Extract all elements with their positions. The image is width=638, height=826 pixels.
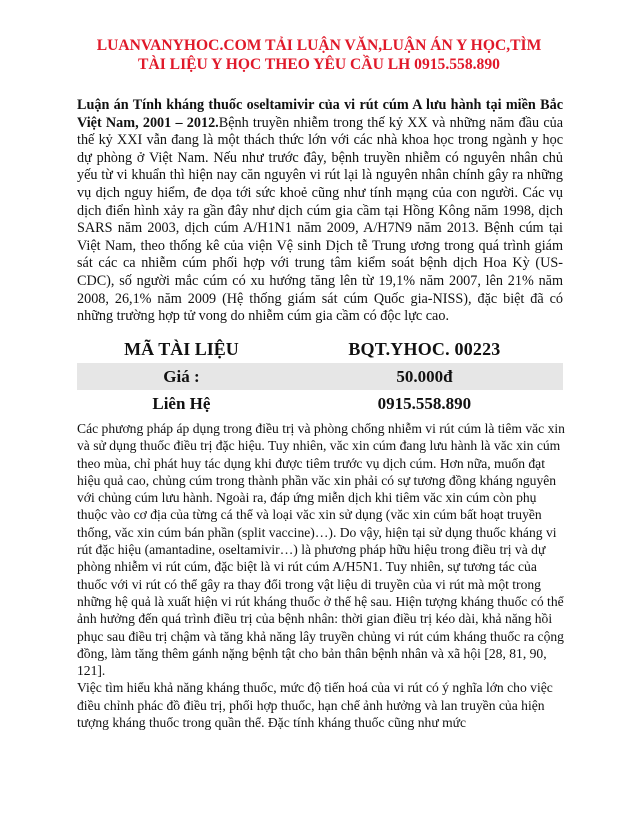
price-label: Giá : xyxy=(77,363,286,390)
price-value: 50.000đ xyxy=(286,363,563,390)
document-title: Luận án Tính kháng thuốc oseltamivir của vi rút cúm A lưu hành tại miền Bắc Việt Nam, 2001 – 2012. xyxy=(77,97,563,131)
intro-text: Bệnh truyền nhiễm trong thế kỷ XX và những năm đầu của thế kỷ XXI vẫn đang là một thách thức lớn với các nhà khoa học trong ngành y học dự phòng ở Việt Nam. Nếu như trước đây, bệnh truyền nhiễm có nguyên nhân chủ yếu từ vi khuẩn thì hiện nay căn nguyên vi rút lại là nguyên nhân chính gây ra những vụ dịch nguy hiểm, đe dọa tới sức khoẻ cũng như tính mạng của con người. Các vụ dịch điển hình xảy ra gần đây như dịch cúm gia cầm tại Hồng Kông năm 1998, dịch SARS năm 2003, dịch cúm A/H1N1 năm 2009, A/H7N9 năm 2013. Bệnh cúm tại Việt Nam, theo thống kê của viện Vệ sinh Dịch tễ Trung ương trong quá trình giám sát các ca nhiễm cúm phối hợp với trung tâm kiểm soát bệnh dịch Hoa Kỳ (US-CDC), số người mắc cúm có xu hướng tăng lên từ 19,1% năm 2007, lên 21% năm 2008, 26,1% năm 2009 (Hệ thống giám sát cúm Quốc gia-NISS), đặc biệt đã có những trường hợp tử vong do nhiễm cúm gia cầm có độc lực cao. xyxy=(77,114,564,325)
document-info-table xyxy=(77,336,563,417)
contact-label: Liên Hệ xyxy=(152,393,211,413)
info-row-contact xyxy=(77,390,563,417)
body-paragraph-1: Các phương pháp áp dụng trong điều trị và phòng chống nhiễm vi rút cúm là tiêm văc xin và sử dụng thuốc điều trị đặc hiệu. Tuy nhiên, văc xin cúm đang lưu hành là văc xin cúm theo mùa, chỉ phát huy tác dụng khi được tiêm trước vụ dịch cúm. Hơn nữa, muốn đạt hiệu quả cao, chủng cúm trong thành phần văc xin phải có sự tương đồng kháng nguyên với chủng cúm lưu hành. Ngoài ra, đáp ứng miễn dịch khi tiêm văc xin cúm còn phụ thuộc vào cơ địa của từng cá thể và loại văc xin sử dụng (văc xin cúm bất hoạt truyền thống, văc xin cúm bán phần (split vaccine)…). Do vậy, hiện tại sử dụng thuốc kháng vi rút đặc hiệu (amantadine, oseltamivir…) là phương pháp hữu hiệu trong điều trị và dự phòng nhiễm vi rút cúm, đặc biệt là vi rút cúm A/H5N1. Tuy nhiên, sự tương tác của thuốc với vi rút có thể gây ra thay đổi trong vật liệu di truyền của vi rút mà một trong những hệ quả là xuất hiện vi rút kháng thuốc ở thế hệ sau. Hiện tượng kháng thuốc có thể ảnh hưởng đến quá trình điều trị của bệnh nhân: thời gian điều trị kéo dài, khả năng hồi phục sau điều trị chậm và tăng khả năng lây truyền chủng vi rút cúm kháng thuốc ra cộng đồng, làm tăng thêm gánh nặng bệnh tật cho bản thân bệnh nhân và xã hội [28, 81, 90, 121]. xyxy=(77,421,565,679)
header-line-1: LUANVANYHOC.COM TẢI LUẬN VĂN,LUẬN ÁN Y HỌC,TÌM xyxy=(96,37,542,54)
intro-paragraph xyxy=(77,97,563,326)
contact-value: 0915.558.890 xyxy=(377,393,472,413)
code-label: MÃ TÀI LIỆU xyxy=(124,339,239,359)
header-line-2: TÀI LIỆU Y HỌC THEO YÊU CẦU LH 0915.558.890 xyxy=(138,56,500,73)
info-row-code xyxy=(77,336,563,363)
body-text xyxy=(77,420,565,731)
page-header xyxy=(60,36,578,74)
info-row-price xyxy=(77,363,563,390)
code-value: BQT.YHOC. 00223 xyxy=(348,339,501,359)
body-paragraph-2: Việc tìm hiểu khả năng kháng thuốc, mức độ tiến hoá của vi rút có ý nghĩa lớn cho việc điều chỉnh phác đồ điều trị, phối hợp thuốc, hạn chế ảnh hưởng và lan truyền của hiện tượng kháng thuốc trong quần thể. Đặc tính kháng thuốc cũng như mức xyxy=(77,680,553,731)
